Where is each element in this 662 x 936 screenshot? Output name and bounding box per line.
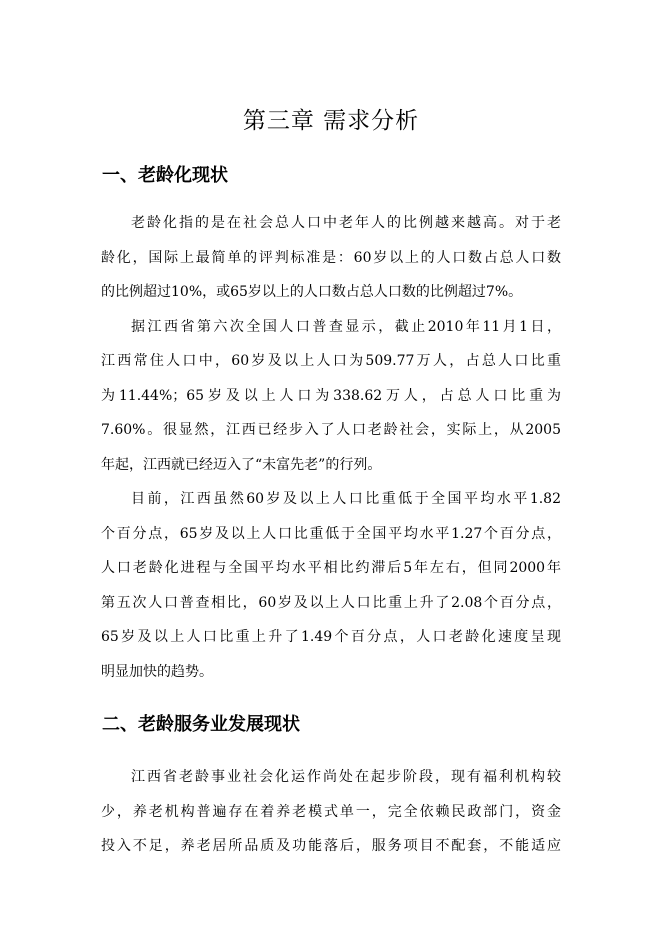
paragraph-line: 第五次人口普查相比，60岁及以上人口比重上升了2.08个百分点， xyxy=(101,594,561,611)
paragraph-line: 据江西省第六次全国人口普查显示，截止2010年11月1日， xyxy=(131,318,561,335)
section-heading-elderly-services: 二、老龄服务业发展现状 xyxy=(102,714,300,735)
paragraph-line: 目前，江西虽然60岁及以上人口比重低于全国平均水平1.82 xyxy=(131,491,561,507)
section-body-elderly-services xyxy=(101,760,561,864)
paragraph-line: 的比例超过10%，或65岁以上的人口数占总人口数的比例超过7%。 xyxy=(101,284,523,300)
paragraph-line: 少，养老机构普遍存在着养老模式单一，完全依赖民政部门，资金 xyxy=(101,803,561,820)
paragraph-line: 65岁及以上人口比重上升了1.49个百分点，人口老龄化速度呈现 xyxy=(101,629,561,645)
paragraph-line: 明显加快的趋势。 xyxy=(101,663,213,680)
paragraph-line: 江西常住人口中，60岁及以上人口为509.77万人，占总人口比重 xyxy=(101,353,561,369)
chapter-title: 第三章 需求分析 xyxy=(242,108,420,134)
paragraph-line: 江西省老龄事业社会化运作尚处在起步阶段，现有福利机构较 xyxy=(131,769,561,785)
paragraph-line: 人口老龄化进程与全国平均水平相比约滞后5年左右，但同2000年 xyxy=(101,560,561,576)
paragraph-line: 7.60%。很显然，江西已经步入了人口老龄社会，实际上，从2005 xyxy=(101,422,561,438)
section-heading-aging-status: 一、老龄化现状 xyxy=(102,165,228,186)
paragraph-line: 年起，江西就已经迈入了“未富先老”的行列。 xyxy=(101,456,382,473)
paragraph-line: 投入不足，养老居所品质及功能落后，服务项目不配套，不能适应 xyxy=(101,838,561,854)
section-body-aging-status xyxy=(101,206,561,689)
paragraph-line: 龄化，国际上最简单的评判标准是：60岁以上的人口数占总人口数 xyxy=(101,249,561,266)
paragraph-line: 老龄化指的是在社会总人口中老年人的比例越来越高。对于老 xyxy=(131,215,561,231)
paragraph-line: 个百分点，65岁及以上人口比重低于全国平均水平1.27个百分点， xyxy=(101,525,561,542)
paragraph-line: 为11.44%；65岁及以上人口为338.62万人，占总人口比重为 xyxy=(101,387,561,404)
